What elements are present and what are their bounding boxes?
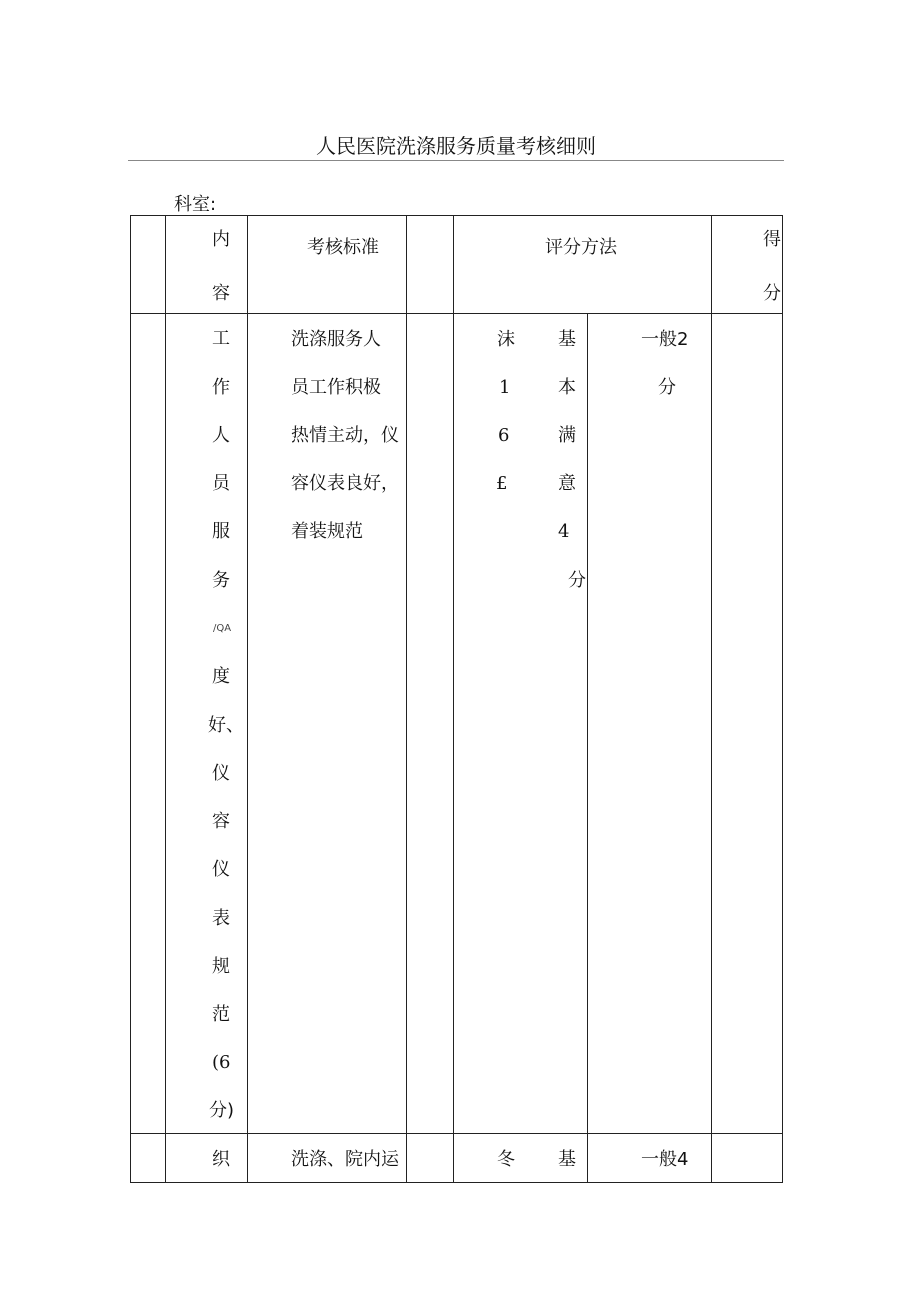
divider-5 — [711, 215, 712, 1183]
row1-content-char: (6 — [212, 1052, 231, 1073]
row1-content-char: 仪 — [212, 859, 230, 880]
header-method: 评分方法 — [545, 237, 617, 258]
header-content-1: 内 — [212, 229, 230, 250]
row1-method-col2: 本 — [558, 377, 576, 398]
row2-method-col2: 基 — [558, 1149, 576, 1170]
row1-standard-line: 员工作积极 — [291, 377, 381, 398]
row1-content-char: /QA — [213, 623, 232, 634]
divider-2 — [247, 215, 248, 1183]
row1-method-col2: 分 — [568, 570, 586, 591]
page-title: 人民医院洗涤服务质量考核细则 — [316, 134, 596, 158]
row1-method-col2: 基 — [558, 329, 576, 350]
header-standard: 考核标准 — [307, 237, 379, 258]
row1-method-col1: £ — [496, 473, 508, 494]
row1-standard-line: 容仪表良好， — [291, 473, 399, 494]
row1-content-char: 度 — [212, 666, 230, 687]
title-underline — [128, 160, 784, 161]
divider-3 — [406, 215, 407, 1183]
row1-standard-line: 热情主动，仪 — [291, 425, 399, 446]
border-right — [782, 215, 783, 1183]
row1-method-col1: 沫 — [497, 329, 515, 350]
table-bottom-border — [130, 1182, 782, 1183]
row1-content-char: 人 — [212, 425, 230, 446]
divider-4 — [453, 215, 454, 1183]
header-score-2: 分 — [763, 283, 781, 304]
row1-method-col2: 意 — [558, 473, 576, 494]
row1-bottom-border — [130, 1133, 782, 1134]
row2-method-col1: 冬 — [497, 1149, 515, 1170]
row1-content-char: 规 — [212, 956, 230, 977]
row1-content-char: 范 — [212, 1004, 230, 1025]
divider-method-split — [587, 313, 588, 1183]
row1-content-char: 员 — [212, 473, 230, 494]
row1-method-col1: 1 — [499, 377, 511, 398]
row2-content: 织 — [212, 1149, 230, 1170]
row2-method-right: 一般4 — [641, 1149, 689, 1170]
row2-standard: 洗涤、院内运 — [291, 1149, 399, 1170]
row1-content-char: 好、 — [208, 715, 244, 736]
row1-content-char: 表 — [212, 908, 230, 929]
row1-content-char: 作 — [212, 377, 230, 398]
row1-content-char: 服 — [212, 521, 230, 542]
row1-method-col2: 4 — [558, 521, 570, 542]
table-top-border — [130, 215, 782, 216]
row1-content-char: 务 — [212, 570, 230, 591]
department-label: 科室: — [174, 194, 217, 215]
divider-1 — [165, 215, 166, 1183]
header-bottom-border — [130, 313, 782, 314]
header-content-2: 容 — [212, 283, 230, 304]
row1-method-col1: 6 — [498, 425, 510, 446]
header-score-1: 得 — [763, 229, 781, 250]
border-left — [130, 215, 131, 1183]
row1-standard-line: 着装规范 — [291, 521, 363, 542]
row1-content-char: 仪 — [212, 763, 230, 784]
row1-method-right: 一般2 — [641, 329, 689, 350]
row1-method-col2: 满 — [558, 425, 576, 446]
row1-content-char: 容 — [212, 811, 230, 832]
row1-content-char: 分) — [209, 1100, 235, 1121]
row1-method-right: 分 — [658, 377, 676, 398]
row1-standard-line: 洗涤服务人 — [291, 329, 381, 350]
row1-content-char: 工 — [212, 328, 230, 349]
